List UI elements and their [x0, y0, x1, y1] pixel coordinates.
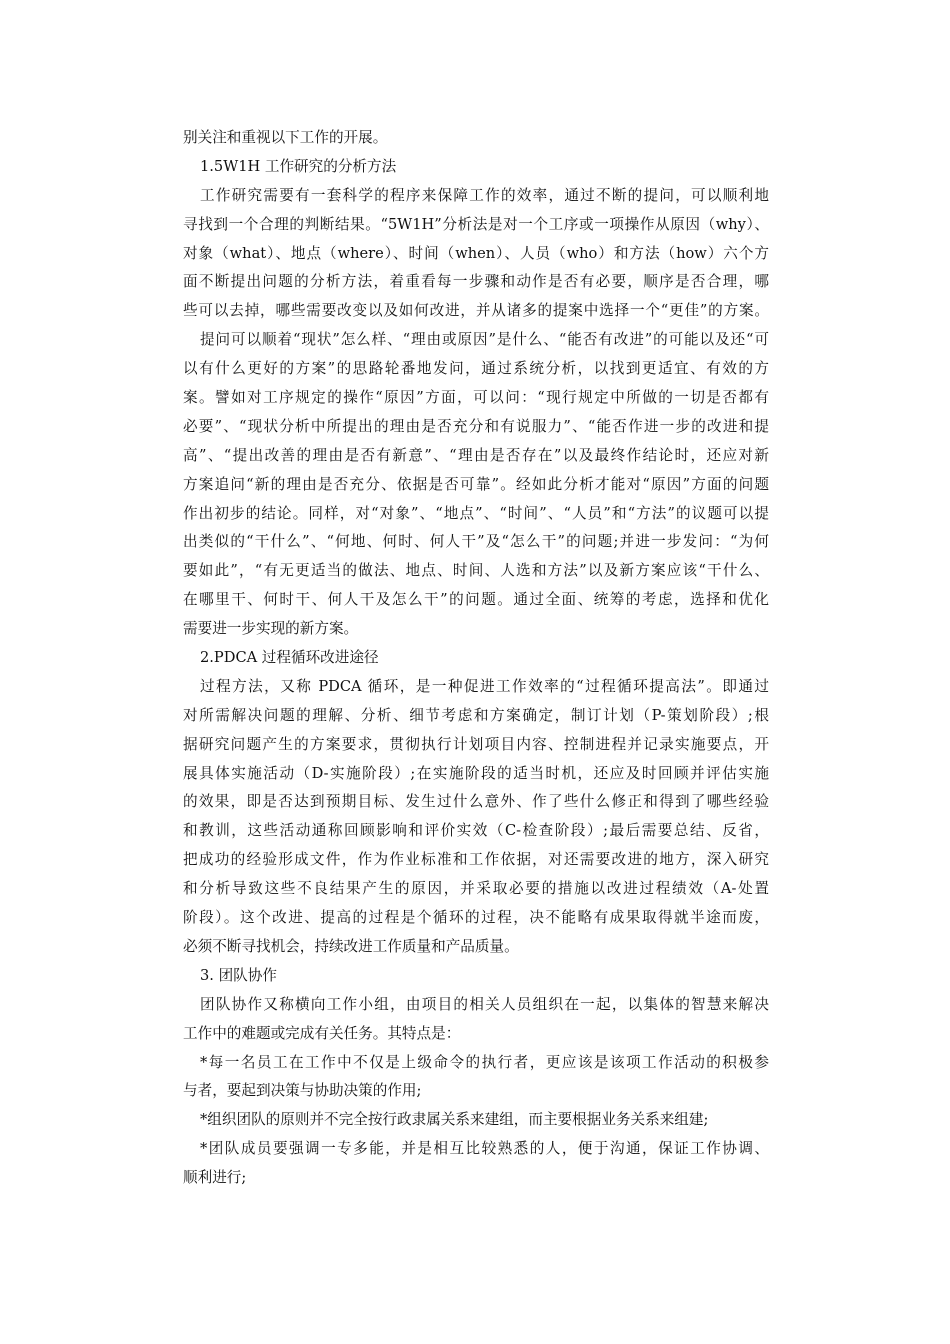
text-line: 需要进一步实现的新方案。	[183, 620, 359, 638]
text-line: 方案追问“新的理由是否充分、依据是否可靠”。经如此分析才能对“原因”方面的问题	[183, 475, 769, 493]
text-line: 和分析导致这些不良结果产生的原因，并采取必要的措施以改进过程绩效（A-处置	[183, 880, 769, 898]
text-line: 作出初步的结论。同样，对“对象”、“地点”、“时间”、“人员”和“方法”的议题可以提	[183, 504, 769, 522]
text-line: 工作中的难题或完成有关任务。其特点是：	[183, 1024, 461, 1042]
text-line: 以有什么更好的方案”的思路轮番地发问，通过系统分析，以找到更适宜、有效的方	[183, 360, 769, 378]
text-line: 的效果，即是否达到预期目标、发生过什么意外、作了些什么修正和得到了哪些经验	[183, 793, 769, 811]
text-line: 提问可以顺着“现状”怎么样、“理由或原因”是什么、“能否有改进”的可能以及还“可	[200, 331, 769, 349]
text-line: 把成功的经验形成文件，作为作业标准和工作依据，对还需要改进的地方，深入研究	[183, 851, 769, 869]
text-line: 寻找到一个合理的判断结果。“5W1H”分析法是对一个工序或一项操作从原因（why）、	[183, 215, 769, 233]
text-line: 对所需解决问题的理解、分析、细节考虑和方案确定，制订计划（P-策划阶段）;根	[183, 706, 769, 724]
text-line: 面不断提出问题的分析方法，着重看每一步骤和动作是否有必要，顺序是否合理，哪	[183, 273, 769, 291]
section-heading: 1.5W1H 工作研究的分析方法	[200, 157, 397, 175]
text-line: 必须不断寻找机会，持续改进工作质量和产品质量。	[183, 937, 519, 955]
text-line: 出类似的“干什么”、“何地、何时、何人干”及“怎么干”的问题;并进一步发问：“为何	[183, 533, 769, 551]
text-line: 些可以去掉，哪些需要改变以及如何改进，并从诸多的提案中选择一个“更佳”的方案。	[183, 302, 769, 320]
text-line: *每一名员工在工作中不仅是上级命令的执行者，更应该是该项工作活动的积极参	[200, 1053, 769, 1071]
text-line: 展具体实施活动（D-实施阶段）;在实施阶段的适当时机，还应及时回顾并评估实施	[183, 764, 769, 782]
text-line: 对象（what）、地点（where）、时间（when）、人员（who）和方法（how）六个方	[183, 244, 769, 262]
text-line: 别关注和重视以下工作的开展。	[183, 129, 388, 146]
text-line: 高”、“提出改善的理由是否有新意”、“理由是否存在”以及最终作结论时，还应对新	[183, 446, 769, 464]
text-line: 在哪里干、何时干、何人干及怎么干”的问题。通过全面、统筹的考虑，选择和优化	[183, 591, 769, 609]
text-line: 工作研究需要有一套科学的程序来保障工作的效率，通过不断的提问，可以顺利地	[200, 186, 769, 204]
text-line: 与者，要起到决策与协助决策的作用;	[183, 1082, 422, 1100]
section-heading: 2.PDCA 过程循环改进途径	[200, 649, 379, 667]
text-line: 必要”、“现状分析中所提出的理由是否充分和有说服力”、“能否作进一步的改进和提	[183, 417, 769, 435]
text-line: 过程方法，又称 PDCA 循环，是一种促进工作效率的“过程循环提高法”。即通过	[200, 677, 769, 695]
text-line: 和教训，这些活动通称回顾影响和评价实效（C-检查阶段）;最后需要总结、反省，	[183, 822, 769, 840]
text-line: 要如此”，“有无更适当的做法、地点、时间、人选和方法”以及新方案应该“干什么、	[183, 562, 769, 580]
text-line: *团队成员要强调一专多能，并是相互比较熟悉的人，便于沟通，保证工作协调、	[200, 1140, 769, 1158]
section-heading: 3. 团队协作	[200, 966, 277, 984]
text-line: 顺利进行;	[183, 1169, 247, 1187]
text-line: *组织团队的原则并不完全按行政隶属关系来建组，而主要根据业务关系来组建;	[200, 1111, 709, 1129]
text-line: 团队协作又称横向工作小组，由项目的相关人员组织在一起，以集体的智慧来解决	[200, 995, 769, 1013]
document-body	[183, 124, 769, 1193]
text-line: 案。譬如对工序规定的操作“原因”方面，可以问：“现行规定中所做的一切是否都有	[183, 389, 769, 407]
text-line: 阶段）。这个改进、提高的过程是个循环的过程，决不能略有成果取得就半途而废，	[183, 909, 769, 927]
text-line: 据研究问题产生的方案要求，贯彻执行计划项目内容、控制进程并记录实施要点，开	[183, 735, 769, 753]
